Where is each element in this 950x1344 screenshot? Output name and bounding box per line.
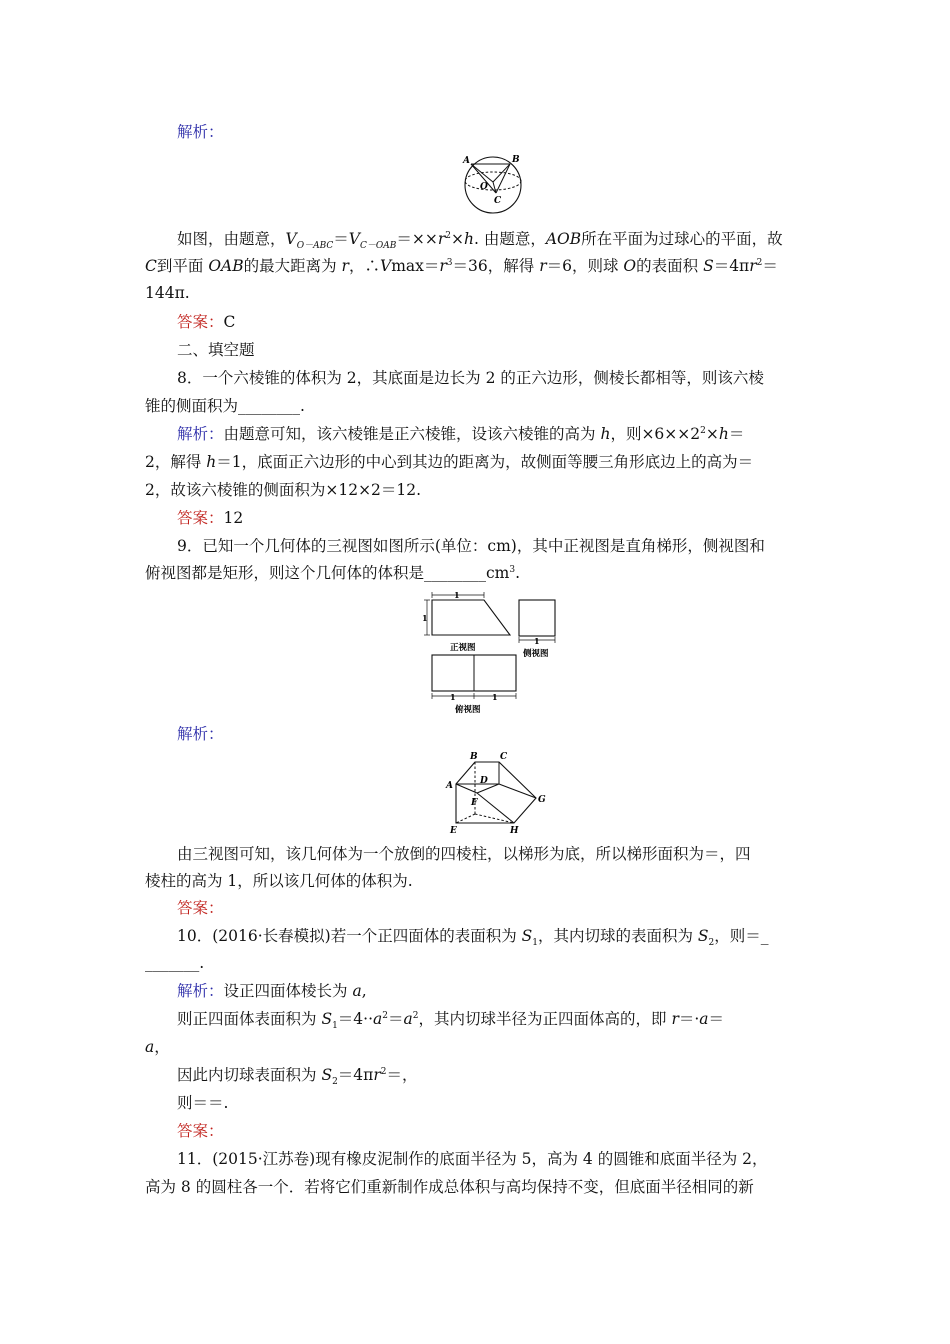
p10-analysis-line-3: a， [145,1038,170,1056]
p10-question-line-2: _______. [145,954,205,972]
point-label-g: G [538,795,546,805]
p7-analysis-line-1: 如图，由题意，$V_{O-ABC}=V_{C-OAB}=\times\times r^2\times h$. 由题意，AOB所在平面为过球心的平面，故 [177,230,783,252]
p9-question-line-1: 9．已知一个几何体的三视图如图所示(单位：cm)，其中正视图是直角梯形，侧视图和 [177,537,765,555]
point-label-c: C [500,752,508,762]
dim-label-top-left: 1 [450,692,456,702]
dim-label-top-right: 1 [492,692,498,702]
front-view-label: 正视图 [450,643,476,653]
p7-answer: 答案：C [177,313,236,331]
point-label-o: O [480,182,488,192]
p8-analysis-line-1: 解析：由题意可知，该六棱锥是正六棱锥，设该六棱锥的高为 h，则$\times 6\times\times 2^2\times h=$ [177,425,745,443]
p9-analysis-line-2: 棱柱的高为 1，所以该几何体的体积为. [145,872,413,890]
point-label-f: F [471,798,478,808]
top-view-label: 俯视图 [455,705,481,715]
p11-question-line-2: 高为 8 的圆柱各一个．若将它们重新制作成总体积与高均保持不变，但底面半径相同的新 [145,1178,754,1196]
dim-label-side: 1 [534,636,540,646]
point-label-b: B [512,155,520,165]
p10-question-line-1: 10．(2016·长春模拟)若一个正四面体的表面积为 $S_1$，其内切球的表面积为 $S_2$，则＝_ [177,927,769,949]
p9-question-line-2: 俯视图都是矩形，则这个几何体的体积是$\_\_\_\_\_\_\_\_cm^3$. [145,564,521,582]
dim-label-front-side: 1 [422,613,428,623]
prism-figure [440,750,550,836]
sphere-figure [455,152,535,214]
three-view-figure [422,590,562,718]
point-label-h: H [510,826,519,836]
point-label-e: E [450,826,457,836]
point-label-a: A [463,156,470,166]
p8-analysis-line-2: 2，解得 h＝1，底面正六边形的中心到其边的距离为，故侧面等腰三角形底边上的高为＝ [145,453,754,471]
p8-analysis-line-3: 2，故该六棱锥的侧面积为×12×2＝12. [145,481,422,499]
p9-analysis-label: 解析： [177,725,224,743]
p10-analysis-line-4: 因此内切球表面积为 $S_2=4\pi r^2=$， [177,1066,418,1088]
analysis-label: 解析： [177,123,224,141]
side-view-label: 侧视图 [523,649,549,659]
dim-label-front-top: 1 [454,590,460,600]
p8-question-line-2: 锥的侧面积为________. [145,397,305,415]
p7-analysis-line-2: C到平面 OAB的最大距离为 r，$\therefore Vmax=r^3=36$，解得 r＝6，则球 O的表面积 $S=4\pi r^2=$ [145,257,778,275]
point-label-d: D [480,776,488,786]
p10-answer: 答案： [177,1122,224,1140]
p8-answer: 答案：12 [177,509,244,527]
p10-analysis-line-5: 则＝＝. [177,1094,229,1112]
p10-analysis-line-1: 解析：设正四面体棱长为 a, [177,982,367,1000]
p9-answer: 答案： [177,899,224,917]
point-label-a: A [446,781,453,791]
p11-question-line-1: 11．(2015·江苏卷)现有橡皮泥制作的底面半径为 5，高为 4 的圆锥和底面半径为 2， [177,1150,768,1168]
p8-question-line-1: 8．一个六棱锥的体积为 2，其底面是边长为 2 的正六边形，侧棱长都相等，则该六棱 [177,369,764,387]
point-label-c: C [494,196,502,206]
p9-analysis-line-1: 由三视图可知，该几何体为一个放倒的四棱柱，以梯形为底，所以梯形面积为＝，四 [177,845,751,863]
section-heading: 二、填空题 [177,341,255,359]
p7-analysis-line-3: 144π. [145,284,190,302]
p10-analysis-line-2: 则正四面体表面积为 $S_1=4\cdot\cdot a^2=a^2$，其内切球半径为正四面体高的，即 r＝·a＝ [177,1010,725,1032]
point-label-b: B [470,752,478,762]
